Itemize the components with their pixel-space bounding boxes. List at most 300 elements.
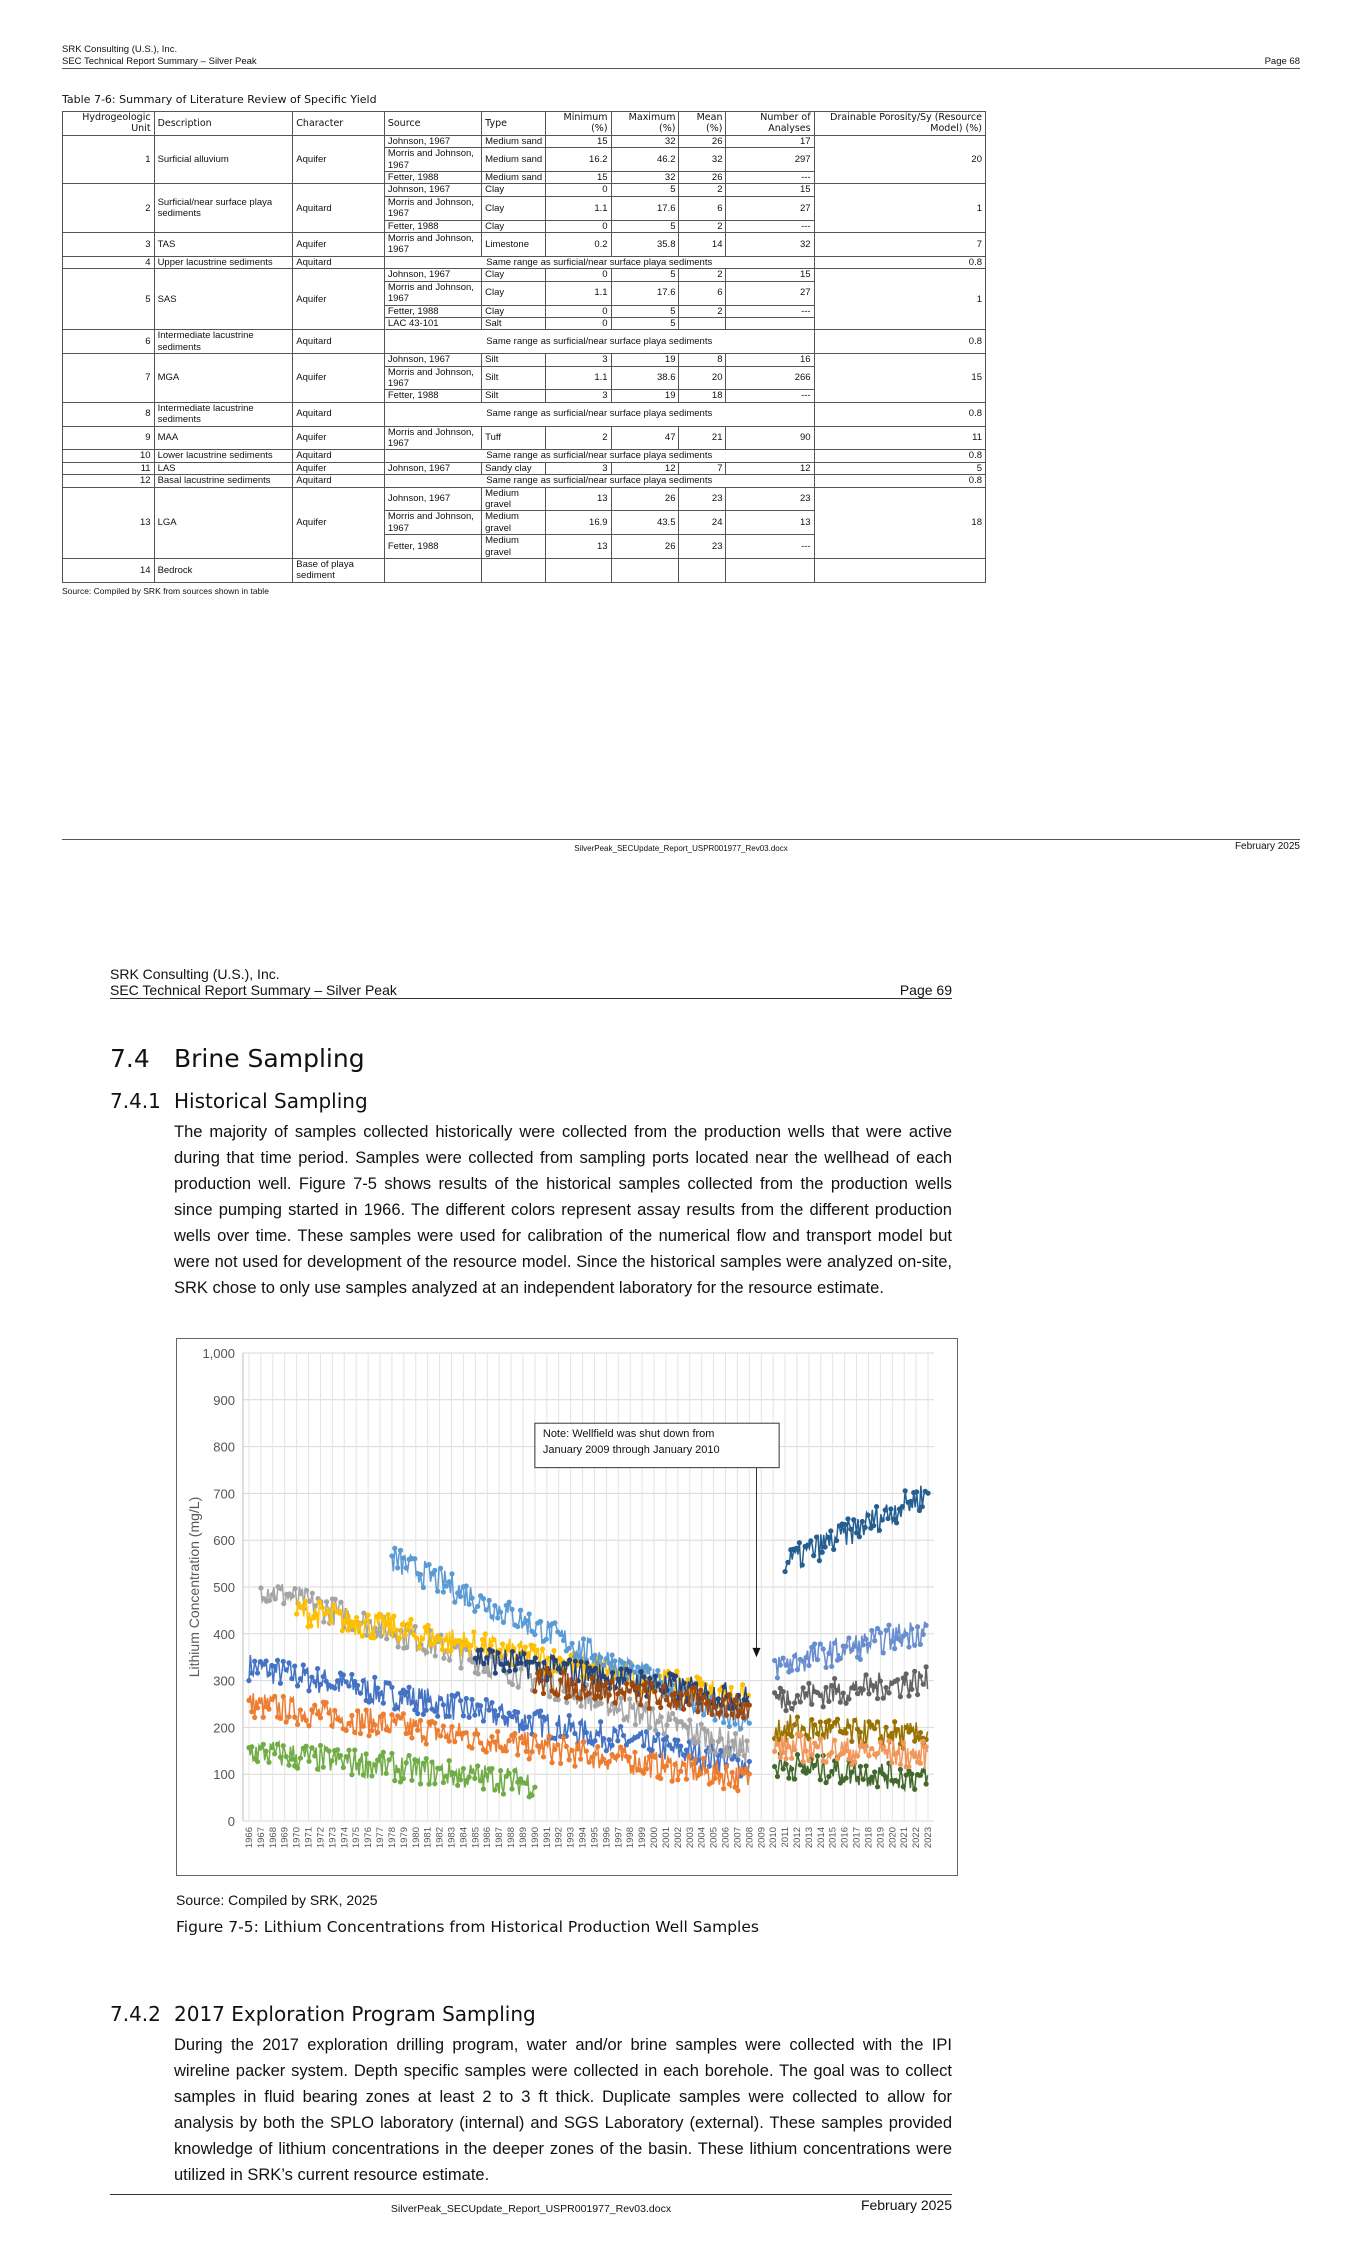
- data-point: [834, 1538, 839, 1543]
- data-point: [295, 1766, 300, 1771]
- x-tick-label: 1966: [243, 1827, 255, 1849]
- table-cell: 1.1: [546, 366, 611, 390]
- x-tick-label: 1982: [434, 1827, 446, 1849]
- data-point: [392, 1718, 397, 1723]
- annotation-text: Note: Wellfield was shut down from January 2009 through January 2010: [542, 1428, 720, 1457]
- data-point: [667, 1717, 672, 1722]
- data-point: [832, 1676, 837, 1681]
- data-point: [609, 1678, 614, 1683]
- y-tick-label: 200: [213, 1720, 235, 1736]
- data-point: [863, 1525, 868, 1530]
- data-point: [615, 1753, 620, 1758]
- data-point: [783, 1663, 788, 1668]
- data-point: [441, 1780, 446, 1785]
- data-point: [741, 1715, 746, 1720]
- data-point: [861, 1687, 866, 1692]
- data-point: [424, 1741, 429, 1746]
- x-tick-label: 1989: [517, 1827, 529, 1849]
- footer-filename: SilverPeak_SECUpdate_Report_USPR001977_Rev03.docx: [574, 844, 788, 853]
- data-point: [478, 1740, 483, 1745]
- data-point: [730, 1712, 735, 1717]
- table-cell: MGA: [154, 354, 293, 403]
- table-cell: Aquitard: [293, 402, 385, 426]
- data-point: [721, 1720, 726, 1725]
- data-point: [747, 1759, 752, 1764]
- data-point: [877, 1528, 882, 1533]
- data-point: [504, 1716, 509, 1721]
- data-point: [820, 1550, 825, 1555]
- data-point: [515, 1624, 520, 1629]
- data-point: [551, 1648, 556, 1653]
- data-point: [346, 1721, 351, 1726]
- data-point: [747, 1703, 752, 1708]
- data-point: [487, 1707, 492, 1712]
- data-point: [289, 1757, 294, 1762]
- header-page: Page 69: [899, 982, 952, 998]
- data-point: [269, 1745, 274, 1750]
- table-cell: ---: [726, 172, 814, 184]
- data-point: [553, 1658, 558, 1663]
- data-point: [650, 1681, 655, 1686]
- data-point: [735, 1757, 740, 1762]
- data-point: [644, 1680, 649, 1685]
- data-point: [383, 1619, 388, 1624]
- data-point: [403, 1633, 408, 1638]
- data-point: [264, 1749, 269, 1754]
- data-point: [889, 1731, 894, 1736]
- data-point: [332, 1686, 337, 1691]
- table-cell: 13: [546, 487, 611, 511]
- data-point: [469, 1745, 474, 1750]
- x-tick-label: 1973: [327, 1827, 339, 1849]
- data-point: [298, 1591, 303, 1596]
- table-cell: 15: [546, 135, 611, 147]
- data-point: [792, 1776, 797, 1781]
- data-point: [472, 1776, 477, 1781]
- data-point: [612, 1700, 617, 1705]
- data-point: [440, 1647, 445, 1652]
- data-point: [895, 1727, 900, 1732]
- data-point: [684, 1691, 689, 1696]
- data-point: [408, 1617, 413, 1622]
- data-point: [924, 1744, 929, 1749]
- y-axis-label: Lithium Concentration (mg/L): [186, 1496, 202, 1678]
- data-point: [875, 1784, 880, 1789]
- data-point: [324, 1599, 329, 1604]
- data-point: [738, 1710, 743, 1715]
- data-point: [673, 1673, 678, 1678]
- data-point: [487, 1741, 492, 1746]
- data-point: [697, 1676, 702, 1681]
- data-point: [452, 1600, 457, 1605]
- data-point: [692, 1757, 697, 1762]
- data-point: [652, 1755, 657, 1760]
- table-cell: Aquifer: [293, 426, 385, 450]
- data-point: [490, 1648, 495, 1653]
- data-point: [684, 1777, 689, 1782]
- data-point: [461, 1713, 466, 1718]
- data-point: [656, 1719, 661, 1724]
- data-point: [328, 1620, 333, 1625]
- data-point: [386, 1612, 391, 1617]
- data-point: [415, 1759, 420, 1764]
- data-point: [826, 1774, 831, 1779]
- data-point: [915, 1735, 920, 1740]
- table-cell: Morris and Johnson, 1967: [384, 426, 481, 450]
- data-point: [656, 1681, 661, 1686]
- table-cell: Base of playa sediment: [293, 559, 385, 583]
- data-point: [698, 1771, 703, 1776]
- data-point: [369, 1728, 374, 1733]
- data-point: [619, 1667, 624, 1672]
- data-point: [389, 1553, 394, 1558]
- data-point: [803, 1748, 808, 1753]
- footer-date: February 2025: [1234, 841, 1300, 852]
- data-point: [924, 1623, 929, 1628]
- data-point: [507, 1600, 512, 1605]
- data-point: [357, 1621, 362, 1626]
- x-tick-label: 1975: [351, 1827, 363, 1849]
- data-point: [792, 1653, 797, 1658]
- data-point: [369, 1698, 374, 1703]
- data-point: [507, 1738, 512, 1743]
- table-cell: Morris and Johnson, 1967: [384, 233, 481, 257]
- data-point: [524, 1724, 529, 1729]
- column-header: Source: [384, 112, 481, 136]
- data-point: [541, 1691, 546, 1696]
- data-point: [389, 1685, 394, 1690]
- data-point: [329, 1758, 334, 1763]
- table-cell: 6: [63, 330, 155, 354]
- data-point: [527, 1715, 532, 1720]
- data-point: [455, 1691, 460, 1696]
- data-point: [547, 1734, 552, 1739]
- data-point: [510, 1649, 515, 1654]
- subsection-title: Historical Sampling: [174, 1089, 368, 1113]
- data-point: [883, 1507, 888, 1512]
- column-header: Minimum (%): [546, 112, 611, 136]
- data-point: [558, 1677, 563, 1682]
- data-point: [871, 1523, 876, 1528]
- footer-date: February 2025: [860, 2197, 952, 2213]
- data-point: [507, 1668, 512, 1673]
- table-cell: Medium gravel: [482, 511, 546, 535]
- data-point: [604, 1656, 609, 1661]
- table-cell: 2: [63, 184, 155, 233]
- data-point: [556, 1697, 561, 1702]
- data-point: [721, 1697, 726, 1702]
- data-point: [863, 1763, 868, 1768]
- data-point: [441, 1656, 446, 1661]
- table-cell: 2: [679, 184, 726, 196]
- data-point: [518, 1660, 523, 1665]
- x-tick-label: 1980: [410, 1827, 422, 1849]
- data-point: [658, 1705, 663, 1710]
- table-cell: 7: [63, 354, 155, 403]
- data-point: [808, 1538, 813, 1543]
- header-page: Page 68: [1264, 56, 1300, 67]
- x-tick-label: 1968: [267, 1827, 279, 1849]
- data-point: [690, 1761, 695, 1766]
- data-point: [489, 1700, 494, 1705]
- data-point: [572, 1731, 577, 1736]
- table-row: [63, 135, 986, 147]
- data-point: [321, 1619, 326, 1624]
- data-point: [607, 1693, 612, 1698]
- data-point: [318, 1743, 323, 1748]
- data-point: [501, 1620, 506, 1625]
- x-tick-label: 2018: [863, 1827, 875, 1849]
- data-point: [372, 1762, 377, 1767]
- data-point: [529, 1749, 534, 1754]
- data-point: [404, 1690, 409, 1695]
- table-cell: 0: [546, 184, 611, 196]
- x-tick-label: 2013: [803, 1827, 815, 1849]
- x-tick-label: 1991: [541, 1827, 553, 1849]
- table-cell: 12: [63, 475, 155, 487]
- data-point: [258, 1585, 263, 1590]
- data-point: [789, 1766, 794, 1771]
- data-point: [674, 1668, 679, 1673]
- data-point: [395, 1565, 400, 1570]
- data-point: [495, 1729, 500, 1734]
- data-point: [678, 1744, 683, 1749]
- table-cell: 26: [611, 487, 679, 511]
- table-cell: Clay: [482, 220, 546, 232]
- data-point: [652, 1689, 657, 1694]
- data-point: [595, 1731, 600, 1736]
- x-tick-label: 1981: [422, 1827, 434, 1849]
- data-point: [541, 1754, 546, 1759]
- x-tick-label: 2016: [839, 1827, 851, 1849]
- data-point: [325, 1609, 330, 1614]
- data-point: [392, 1546, 397, 1551]
- data-point: [704, 1768, 709, 1773]
- annotation-arrowhead: [752, 1648, 760, 1657]
- data-point: [852, 1644, 857, 1649]
- table-cell: 13: [726, 511, 814, 535]
- data-point: [918, 1761, 923, 1766]
- data-point: [809, 1752, 814, 1757]
- data-point: [858, 1657, 863, 1662]
- table-cell: [384, 559, 481, 583]
- table-cell: 6: [679, 196, 726, 220]
- data-point: [300, 1604, 305, 1609]
- data-point: [772, 1764, 777, 1769]
- table-cell: 0.8: [814, 450, 985, 462]
- data-point: [289, 1697, 294, 1702]
- data-point: [569, 1641, 574, 1646]
- table-cell: LAS: [154, 462, 293, 474]
- data-point: [632, 1670, 637, 1675]
- data-point: [806, 1758, 811, 1763]
- data-point: [843, 1775, 848, 1780]
- data-point: [455, 1783, 460, 1788]
- data-point: [349, 1772, 354, 1777]
- data-point: [858, 1730, 863, 1735]
- data-point: [775, 1694, 780, 1699]
- data-series: [772, 1664, 929, 1713]
- data-point: [517, 1643, 522, 1648]
- column-header: Mean (%): [679, 112, 726, 136]
- data-point: [912, 1787, 917, 1792]
- data-point: [278, 1716, 283, 1721]
- data-point: [670, 1711, 675, 1716]
- data-point: [281, 1659, 286, 1664]
- data-point: [492, 1603, 497, 1608]
- data-point: [909, 1626, 914, 1631]
- data-point: [607, 1759, 612, 1764]
- data-point: [678, 1691, 683, 1696]
- data-point: [909, 1727, 914, 1732]
- data-point: [825, 1535, 830, 1540]
- data-point: [487, 1598, 492, 1603]
- data-point: [493, 1671, 498, 1676]
- column-header: Description: [154, 112, 293, 136]
- data-point: [378, 1633, 383, 1638]
- data-point: [467, 1602, 472, 1607]
- data-point: [361, 1772, 366, 1777]
- data-point: [418, 1718, 423, 1723]
- table-cell: Same range as surficial/near surface playa sediments: [384, 450, 814, 462]
- data-point: [601, 1663, 606, 1668]
- data-point: [515, 1752, 520, 1757]
- x-tick-label: 1969: [279, 1827, 291, 1849]
- table-cell: 2: [679, 269, 726, 281]
- data-point: [792, 1700, 797, 1705]
- table-cell: Morris and Johnson, 1967: [384, 148, 481, 172]
- data-point: [581, 1739, 586, 1744]
- data-point: [878, 1630, 883, 1635]
- data-point: [404, 1645, 409, 1650]
- data-point: [701, 1756, 706, 1761]
- data-point: [441, 1723, 446, 1728]
- data-point: [429, 1759, 434, 1764]
- data-point: [885, 1516, 890, 1521]
- data-point: [843, 1522, 848, 1527]
- data-point: [812, 1641, 817, 1646]
- data-point: [863, 1743, 868, 1748]
- data-point: [592, 1653, 597, 1658]
- data-point: [521, 1740, 526, 1745]
- data-point: [308, 1623, 313, 1628]
- data-point: [329, 1723, 334, 1728]
- data-point: [558, 1632, 563, 1637]
- table-cell: 23: [679, 535, 726, 559]
- table-cell: 38.6: [611, 366, 679, 390]
- data-point: [447, 1758, 452, 1763]
- data-point: [406, 1753, 411, 1758]
- data-point: [607, 1661, 612, 1666]
- chart-svg: [177, 1339, 957, 1875]
- data-point: [727, 1724, 732, 1729]
- data-point: [717, 1687, 722, 1692]
- data-point: [344, 1754, 349, 1759]
- data-point: [730, 1739, 735, 1744]
- data-point: [647, 1706, 652, 1711]
- data-point: [478, 1778, 483, 1783]
- data-point: [908, 1499, 913, 1504]
- table-cell: Aquifer: [293, 269, 385, 330]
- data-point: [785, 1560, 790, 1565]
- data-point: [898, 1694, 903, 1699]
- table-cell: Intermediate lacustrine sediments: [154, 402, 293, 426]
- table-cell: Johnson, 1967: [384, 184, 481, 196]
- data-point: [735, 1788, 740, 1793]
- data-point: [544, 1741, 549, 1746]
- data-point: [298, 1707, 303, 1712]
- data-point: [372, 1675, 377, 1680]
- x-tick-label: 1978: [386, 1827, 398, 1849]
- data-point: [860, 1519, 865, 1524]
- data-point: [687, 1753, 692, 1758]
- data-point: [675, 1777, 680, 1782]
- table-cell: Clay: [482, 269, 546, 281]
- data-point: [901, 1784, 906, 1789]
- x-tick-label: 2014: [815, 1827, 827, 1849]
- data-point: [627, 1696, 632, 1701]
- data-point: [361, 1724, 366, 1729]
- data-point: [361, 1678, 366, 1683]
- data-point: [818, 1719, 823, 1724]
- data-point: [924, 1781, 929, 1786]
- table-cell: 17.6: [611, 196, 679, 220]
- data-point: [369, 1773, 374, 1778]
- data-point: [378, 1691, 383, 1696]
- data-point: [444, 1584, 449, 1589]
- data-point: [635, 1684, 640, 1689]
- table-cell: Aquifer: [293, 462, 385, 474]
- data-point: [458, 1594, 463, 1599]
- table-cell: 3: [546, 390, 611, 402]
- data-point: [815, 1744, 820, 1749]
- data-point: [906, 1644, 911, 1649]
- table-cell: 0: [546, 269, 611, 281]
- data-point: [567, 1657, 572, 1662]
- data-point: [675, 1700, 680, 1705]
- data-point: [324, 1700, 329, 1705]
- data-point: [630, 1663, 635, 1668]
- table-cell: 5: [611, 220, 679, 232]
- data-point: [315, 1666, 320, 1671]
- data-point: [692, 1685, 697, 1690]
- data-point: [866, 1753, 871, 1758]
- data-point: [621, 1733, 626, 1738]
- data-point: [739, 1748, 744, 1753]
- data-point: [627, 1668, 632, 1673]
- data-point: [852, 1759, 857, 1764]
- table-cell: 26: [611, 535, 679, 559]
- data-point: [644, 1766, 649, 1771]
- table-cell: 1: [814, 184, 985, 233]
- data-point: [619, 1696, 624, 1701]
- data-point: [624, 1681, 629, 1686]
- data-point: [406, 1621, 411, 1626]
- data-point: [314, 1612, 319, 1617]
- data-point: [587, 1760, 592, 1765]
- data-point: [509, 1786, 514, 1791]
- data-point: [707, 1699, 712, 1704]
- data-point: [475, 1732, 480, 1737]
- data-point: [444, 1774, 449, 1779]
- x-tick-label: 2009: [756, 1827, 768, 1849]
- data-point: [866, 1691, 871, 1696]
- data-point: [351, 1620, 356, 1625]
- table-cell: 13: [546, 535, 611, 559]
- data-point: [607, 1737, 612, 1742]
- data-point: [312, 1679, 317, 1684]
- data-point: [818, 1693, 823, 1698]
